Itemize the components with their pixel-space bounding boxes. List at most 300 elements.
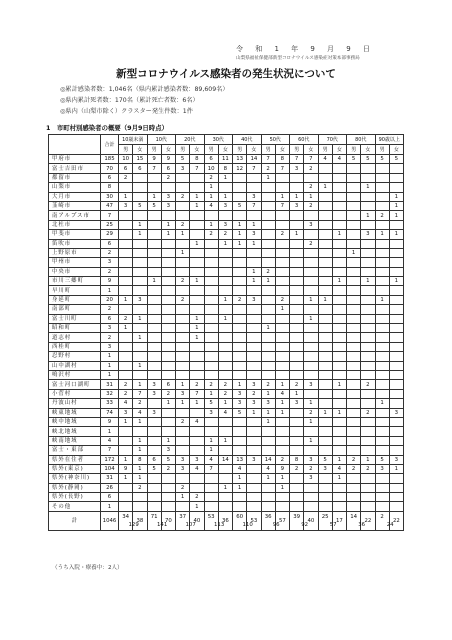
case-count-cell: 1	[190, 192, 204, 201]
case-count-cell	[233, 370, 247, 379]
case-count-cell	[119, 493, 133, 502]
total-sex-value: 53	[207, 513, 215, 520]
case-count-cell	[304, 333, 318, 342]
municipality-name: 富士川町	[49, 314, 101, 323]
case-count-cell	[161, 502, 175, 511]
table-row	[49, 192, 404, 201]
case-count-cell: 5	[318, 455, 332, 464]
total-sex-value: 53	[250, 517, 258, 524]
total-sex-value: 2	[380, 513, 384, 520]
case-count-cell	[247, 370, 261, 379]
total-sex-value: 22	[392, 517, 400, 524]
case-count-cell	[261, 286, 275, 295]
municipality-name: その他	[49, 502, 101, 511]
case-count-cell	[147, 352, 161, 361]
case-count-cell	[290, 305, 304, 314]
case-count-cell	[318, 220, 332, 229]
case-count-cell	[347, 474, 361, 483]
case-count-cell	[133, 342, 147, 351]
case-count-cell	[361, 502, 375, 511]
case-count-cell: 8	[133, 455, 147, 464]
total-row	[49, 511, 404, 530]
total-age-group-value: 36	[358, 521, 366, 528]
case-count-cell: 1	[176, 380, 190, 389]
case-count-cell	[275, 248, 289, 257]
case-count-cell	[247, 324, 261, 333]
case-count-cell: 1	[375, 230, 389, 239]
case-count-cell	[247, 417, 261, 426]
case-count-cell	[261, 258, 275, 267]
row-total: 1	[101, 370, 119, 379]
case-count-cell	[204, 314, 218, 323]
header-age-group: 90歳以上	[375, 135, 404, 145]
municipality-name: 富士河口湖町	[49, 380, 101, 389]
case-count-cell	[389, 436, 403, 445]
case-count-cell: 2	[218, 380, 232, 389]
case-count-cell	[304, 427, 318, 436]
municipality-name: 甲斐市	[49, 230, 101, 239]
case-count-cell	[261, 192, 275, 201]
case-count-cell: 1	[261, 277, 275, 286]
header-female: 女	[304, 145, 318, 155]
case-count-cell: 6	[133, 164, 147, 173]
table-row	[49, 286, 404, 295]
case-count-cell	[133, 267, 147, 276]
case-count-cell	[332, 436, 346, 445]
case-count-cell	[261, 493, 275, 502]
row-total: 70	[101, 164, 119, 173]
row-total: 1	[101, 286, 119, 295]
table-row	[49, 258, 404, 267]
total-sex-cell	[233, 511, 253, 530]
case-count-cell	[161, 483, 175, 492]
case-count-cell: 1	[133, 333, 147, 342]
case-count-cell	[218, 464, 232, 473]
case-count-cell: 2	[176, 277, 190, 286]
case-count-cell	[147, 248, 161, 257]
case-count-cell: 2	[161, 464, 175, 473]
summary-block	[60, 84, 229, 117]
case-count-cell	[147, 502, 161, 511]
case-count-cell: 1	[304, 436, 318, 445]
case-count-cell: 3	[247, 192, 261, 201]
case-count-cell: 1	[247, 277, 261, 286]
case-count-cell: 1	[389, 230, 403, 239]
case-count-cell: 1	[204, 446, 218, 455]
header-female: 女	[218, 145, 232, 155]
case-count-cell	[261, 220, 275, 229]
case-count-cell	[375, 286, 389, 295]
case-count-cell	[161, 324, 175, 333]
case-count-cell: 2	[275, 230, 289, 239]
case-count-cell	[318, 201, 332, 210]
case-count-cell: 1	[119, 455, 133, 464]
case-count-cell	[133, 493, 147, 502]
case-count-cell	[119, 286, 133, 295]
row-total: 9	[101, 277, 119, 286]
case-count-cell	[361, 173, 375, 182]
case-count-cell	[332, 389, 346, 398]
case-count-cell	[389, 333, 403, 342]
case-count-cell	[389, 239, 403, 248]
header-male: 男	[290, 145, 304, 155]
case-count-cell: 1	[261, 389, 275, 398]
case-count-cell: 5	[233, 408, 247, 417]
case-count-cell: 7	[304, 155, 318, 164]
case-count-cell	[218, 474, 232, 483]
case-count-cell	[375, 436, 389, 445]
case-count-cell	[190, 230, 204, 239]
case-count-cell: 1	[218, 295, 232, 304]
municipality-name: 早川町	[49, 286, 101, 295]
case-count-cell	[261, 370, 275, 379]
row-total: 29	[101, 230, 119, 239]
case-count-cell: 1	[218, 192, 232, 201]
case-count-cell	[318, 389, 332, 398]
case-count-cell	[161, 295, 175, 304]
case-count-cell	[147, 267, 161, 276]
case-count-cell	[133, 370, 147, 379]
case-count-cell	[161, 277, 175, 286]
case-count-cell	[133, 258, 147, 267]
table-row	[49, 399, 404, 408]
case-count-cell	[361, 417, 375, 426]
case-count-cell	[261, 502, 275, 511]
case-count-cell	[389, 399, 403, 408]
case-count-cell	[275, 417, 289, 426]
case-count-cell	[332, 314, 346, 323]
case-count-cell: 1	[161, 220, 175, 229]
case-count-cell	[218, 248, 232, 257]
case-count-cell: 2	[119, 380, 133, 389]
case-count-cell	[176, 408, 190, 417]
case-count-cell: 2	[119, 314, 133, 323]
footnote: （うち入院・療養中：2人）	[52, 565, 123, 571]
case-count-cell: 5	[389, 155, 403, 164]
case-count-cell: 3	[133, 295, 147, 304]
table-row	[49, 248, 404, 257]
case-count-cell	[332, 417, 346, 426]
municipality-name: 都留市	[49, 173, 101, 182]
case-count-cell	[176, 267, 190, 276]
case-count-cell	[247, 211, 261, 220]
case-count-cell: 2	[361, 380, 375, 389]
case-count-cell: 5	[361, 155, 375, 164]
case-count-cell	[176, 333, 190, 342]
table-row	[49, 361, 404, 370]
case-count-cell	[218, 277, 232, 286]
case-count-cell: 1	[290, 230, 304, 239]
case-count-cell	[133, 239, 147, 248]
municipality-name: 県外(長野)	[49, 493, 101, 502]
case-count-cell	[347, 211, 361, 220]
case-count-cell: 3	[161, 192, 175, 201]
case-count-cell: 1	[218, 436, 232, 445]
case-count-cell	[347, 305, 361, 314]
case-count-cell: 3	[233, 389, 247, 398]
total-sex-value: 25	[321, 513, 329, 520]
case-count-cell	[375, 192, 389, 201]
case-count-cell	[389, 173, 403, 182]
row-total: 6	[101, 493, 119, 502]
case-count-cell: 3	[361, 230, 375, 239]
case-count-cell: 3	[290, 399, 304, 408]
case-count-cell: 3	[304, 455, 318, 464]
case-count-cell	[161, 248, 175, 257]
case-count-cell: 1	[190, 502, 204, 511]
case-count-cell	[318, 258, 332, 267]
case-count-cell	[332, 295, 346, 304]
case-count-cell: 10	[204, 164, 218, 173]
case-count-cell	[190, 483, 204, 492]
case-count-cell	[261, 201, 275, 210]
case-count-cell	[361, 333, 375, 342]
case-count-cell	[347, 389, 361, 398]
case-count-cell	[332, 286, 346, 295]
table-row	[49, 155, 404, 164]
case-count-cell	[304, 389, 318, 398]
case-count-cell	[161, 305, 175, 314]
case-count-cell	[318, 267, 332, 276]
case-count-cell: 1	[133, 417, 147, 426]
case-count-cell	[275, 502, 289, 511]
case-count-cell	[275, 220, 289, 229]
case-count-cell	[119, 230, 133, 239]
header-male: 男	[119, 145, 133, 155]
case-count-cell	[190, 183, 204, 192]
case-count-cell	[361, 352, 375, 361]
case-count-cell	[190, 361, 204, 370]
case-count-cell	[218, 305, 232, 314]
case-count-cell: 1	[233, 230, 247, 239]
case-count-cell	[133, 277, 147, 286]
case-count-cell	[261, 361, 275, 370]
case-count-cell: 1	[318, 183, 332, 192]
case-count-cell	[389, 305, 403, 314]
case-count-cell	[332, 493, 346, 502]
municipality-name: 山梨市	[49, 183, 101, 192]
case-count-cell	[218, 258, 232, 267]
table-row	[49, 352, 404, 361]
case-count-cell	[347, 258, 361, 267]
case-count-cell	[261, 314, 275, 323]
case-count-cell: 1	[133, 436, 147, 445]
case-count-cell	[318, 342, 332, 351]
case-count-cell: 1	[389, 464, 403, 473]
case-count-cell: 1	[361, 183, 375, 192]
total-sex-value: 37	[179, 513, 187, 520]
row-total: 2	[101, 305, 119, 314]
row-total: 1	[101, 361, 119, 370]
case-count-cell	[176, 352, 190, 361]
case-count-cell: 2	[119, 173, 133, 182]
case-count-cell: 9	[161, 155, 175, 164]
case-count-cell	[147, 314, 161, 323]
case-count-cell	[290, 267, 304, 276]
row-total: 1	[101, 502, 119, 511]
case-count-cell	[147, 286, 161, 295]
case-count-cell	[347, 352, 361, 361]
case-count-cell	[347, 370, 361, 379]
case-count-cell	[204, 361, 218, 370]
case-count-cell: 2	[261, 164, 275, 173]
case-count-cell	[347, 220, 361, 229]
case-count-cell	[218, 342, 232, 351]
case-count-cell	[375, 389, 389, 398]
case-count-cell	[318, 277, 332, 286]
case-count-cell	[375, 324, 389, 333]
case-count-cell	[176, 370, 190, 379]
row-total: 30	[101, 192, 119, 201]
case-count-cell: 5	[176, 155, 190, 164]
case-count-cell	[332, 248, 346, 257]
case-count-cell	[233, 352, 247, 361]
case-count-cell: 2	[304, 408, 318, 417]
case-count-cell	[218, 333, 232, 342]
case-count-cell: 1	[218, 173, 232, 182]
case-count-cell	[247, 183, 261, 192]
case-count-cell	[389, 417, 403, 426]
case-count-cell: 13	[233, 455, 247, 464]
case-count-cell	[361, 399, 375, 408]
case-count-cell	[233, 446, 247, 455]
case-count-cell	[275, 173, 289, 182]
case-count-cell	[204, 342, 218, 351]
case-count-cell: 4	[119, 399, 133, 408]
case-count-cell	[290, 417, 304, 426]
row-total: 31	[101, 474, 119, 483]
case-count-cell	[176, 474, 190, 483]
case-count-cell: 3	[161, 201, 175, 210]
case-count-cell	[247, 502, 261, 511]
case-count-cell	[347, 342, 361, 351]
case-count-cell: 1	[119, 417, 133, 426]
total-age-group-value: 110	[242, 521, 253, 528]
case-count-cell: 6	[119, 164, 133, 173]
case-count-cell: 3	[176, 164, 190, 173]
row-total: 7	[101, 446, 119, 455]
case-count-cell: 3	[190, 455, 204, 464]
case-count-cell	[133, 502, 147, 511]
table-row	[49, 220, 404, 229]
case-count-cell: 1	[233, 380, 247, 389]
case-count-cell	[332, 483, 346, 492]
case-count-cell: 5	[133, 201, 147, 210]
case-count-cell	[290, 333, 304, 342]
case-count-cell	[275, 436, 289, 445]
row-total: 26	[101, 483, 119, 492]
table-row	[49, 427, 404, 436]
row-total: 1	[101, 427, 119, 436]
case-count-cell	[347, 493, 361, 502]
municipality-name: 北杜市	[49, 220, 101, 229]
case-count-cell	[361, 192, 375, 201]
case-count-cell	[318, 305, 332, 314]
case-count-cell	[318, 286, 332, 295]
case-count-cell: 3	[147, 389, 161, 398]
municipality-name: 甲州市	[49, 258, 101, 267]
cases-by-municipality-table	[48, 134, 404, 531]
total-sex-value: 34	[122, 513, 130, 520]
case-count-cell: 5	[204, 399, 218, 408]
case-count-cell: 1	[275, 474, 289, 483]
case-count-cell	[161, 258, 175, 267]
case-count-cell	[347, 164, 361, 173]
case-count-cell	[233, 258, 247, 267]
case-count-cell: 9	[147, 155, 161, 164]
case-count-cell	[347, 239, 361, 248]
case-count-cell: 1	[133, 380, 147, 389]
case-count-cell	[233, 493, 247, 502]
case-count-cell	[389, 286, 403, 295]
case-count-cell	[275, 277, 289, 286]
case-count-cell	[375, 239, 389, 248]
case-count-cell	[361, 314, 375, 323]
case-count-cell: 2	[218, 230, 232, 239]
case-count-cell	[318, 493, 332, 502]
case-count-cell	[375, 483, 389, 492]
case-count-cell	[290, 248, 304, 257]
header-age-group: 30代	[204, 135, 233, 145]
case-count-cell: 1	[204, 183, 218, 192]
case-count-cell	[304, 342, 318, 351]
case-count-cell: 5	[347, 155, 361, 164]
case-count-cell	[275, 370, 289, 379]
case-count-cell	[176, 502, 190, 511]
case-count-cell	[375, 474, 389, 483]
case-count-cell	[204, 324, 218, 333]
case-count-cell	[347, 230, 361, 239]
case-count-cell	[290, 370, 304, 379]
case-count-cell	[290, 295, 304, 304]
case-count-cell: 3	[218, 220, 232, 229]
case-count-cell: 4	[133, 408, 147, 417]
case-count-cell	[119, 211, 133, 220]
table-row	[49, 295, 404, 304]
case-count-cell	[304, 502, 318, 511]
case-count-cell: 4	[233, 464, 247, 473]
table-row	[49, 230, 404, 239]
case-count-cell	[233, 192, 247, 201]
case-count-cell: 2	[204, 230, 218, 239]
case-count-cell	[375, 427, 389, 436]
case-count-cell: 2	[176, 295, 190, 304]
case-count-cell	[176, 211, 190, 220]
case-count-cell	[247, 483, 261, 492]
case-count-cell	[361, 324, 375, 333]
total-sex-cell	[261, 511, 280, 530]
case-count-cell	[304, 173, 318, 182]
case-count-cell: 1	[304, 314, 318, 323]
report-date: 令 和 1 年 9 月 9 日	[236, 45, 375, 53]
case-count-cell	[375, 370, 389, 379]
municipality-name: 南アルプス市	[49, 211, 101, 220]
case-count-cell	[304, 483, 318, 492]
case-count-cell: 1	[233, 474, 247, 483]
case-count-cell: 1	[247, 408, 261, 417]
table-row	[49, 436, 404, 445]
case-count-cell	[389, 389, 403, 398]
case-count-cell: 1	[133, 230, 147, 239]
case-count-cell	[147, 446, 161, 455]
municipality-name: 笛吹市	[49, 239, 101, 248]
case-count-cell	[318, 446, 332, 455]
case-count-cell	[147, 361, 161, 370]
row-total: 172	[101, 455, 119, 464]
case-count-cell	[375, 277, 389, 286]
case-count-cell	[375, 493, 389, 502]
case-count-cell: 2	[161, 389, 175, 398]
